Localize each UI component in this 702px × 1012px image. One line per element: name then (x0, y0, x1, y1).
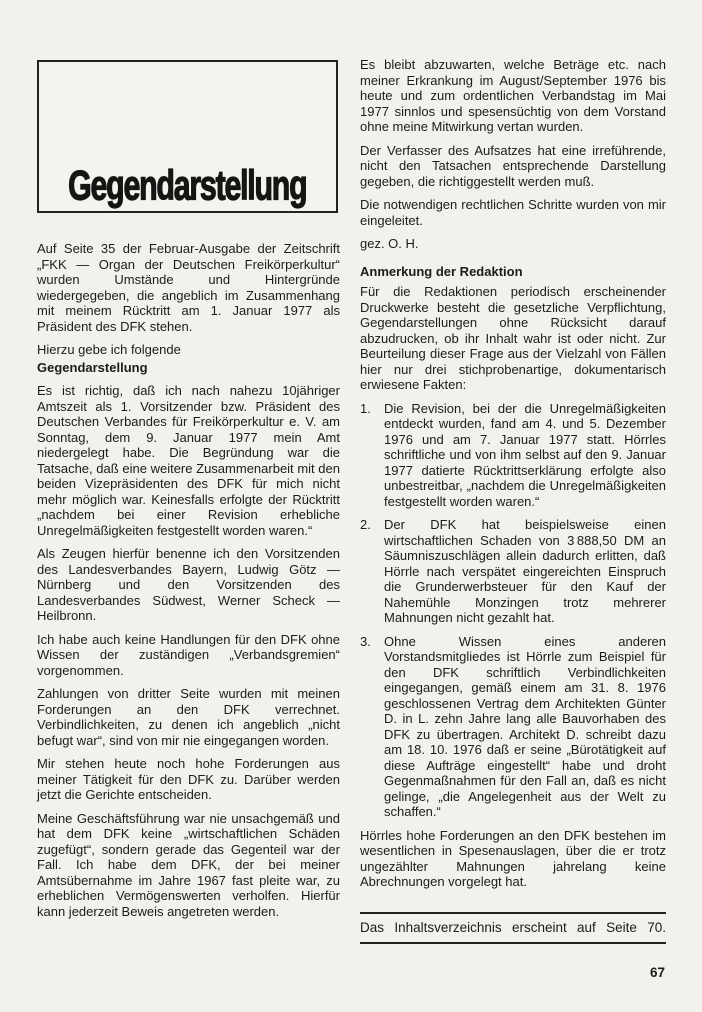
fact-number: 1. (360, 400, 371, 416)
fact-item (360, 401, 666, 510)
fact-text: Ohne Wissen eines anderen Vorstandsmitgliedes ist Hörrle zum Beispiel für den DFK schriftlich Verbindlichkeiten eingegangen, gemäß einem am 31. 8. 1976 geschlossenen Vertrag dem Architekten Günter D. in L. zehn Jahre lang alle Bauvorhaben des DFK zu übertragen. Architekt D. schreibt dazu am 18. 10. 1976 daß er seine „Bürotätigkeit auf diese Aufträge eingestellt“ habe und droht Gegenmaßnahmen für den Fall an, daß es nicht gelinge, „die Angelegenheit aus der Welt zu schaffen.“ (384, 633, 666, 819)
fact-number: 3. (360, 633, 371, 649)
page-number: 67 (649, 965, 665, 980)
paragraph: Als Zeugen hierfür benenne ich den Vorsitzenden des Landesverbandes Bayern, Ludwig Götz — Nürnberg und den Vorsitzenden des Landesverbandes Südwest, Werner Scheck — Heilbronn. (37, 546, 340, 623)
fact-item (360, 634, 666, 820)
paragraph: Für die Redaktionen periodisch erscheinender Druckwerke besteht die gesetzliche Verpflichtung, Gegendarstellungen ohne Rücksicht darauf abzudrucken, ob ihr Inhalt wahr ist oder nicht. Zur Beurteilung dieser Frage aus der Vielzahl von Fällen hier nur drei stichprobenartige, dokumentarisch erwiesene Fakten: (360, 284, 666, 392)
fact-number: 2. (360, 517, 371, 532)
signature: gez. O. H. (360, 236, 419, 251)
two-column-layout (37, 57, 666, 944)
paragraph-lead-in: Hierzu gebe ich folgende (37, 342, 181, 357)
paragraph: Es bleibt abzuwarten, welche Beträge etc. nach meiner Erkrankung im August/September 1976 bis heute und zum ordentlichen Verbandstag im Mai 1977 sinnlos und spesensüchtig von dem Vorstand ohne meine Mitwirkung vertan wurden. (360, 57, 666, 134)
paragraph: Mir stehen heute noch hohe Forderungen aus meiner Tätigkeit für den DFK zu. Darüber werden jetzt die Gerichte entscheiden. (37, 756, 340, 802)
paragraph: Es ist richtig, daß ich nach nahezu 10jähriger Amtszeit als 1. Vorsitzender bzw. Präsident des Deutschen Verbandes für Freikörperkultur e. V. am Sonntag, dem 9. Januar 1977 mein Amt niedergelegt habe. Die Begründung war die Tatsache, daß eine weitere Zusammenarbeit mit den beiden Vizepräsidenten des DFK für mich nicht mehr möglich war. Keinesfalls erfolgte der Rücktritt „nachdem bei einer Revision erhebliche Unregelmäßigkeiten festgestellt worden waren.“ (37, 383, 340, 538)
paragraph: Zahlungen von dritter Seite wurden mit meinen Forderungen an den DFK verrechnet. Verbindlichkeiten, zu denen ich angeblich „nicht befugt war“, sind von mir nie eingegangen worden. (37, 686, 340, 748)
paragraph-intro: Auf Seite 35 der Februar-Ausgabe der Zeitschrift „FKK — Organ der Deutschen Freikörperkultur“ wurden Umstände und Hintergründe wiedergegeben, die angeblich im Zusammenhang mit meinem Rücktritt am 1. Januar 1977 als Präsident des DFK stehen. (37, 241, 340, 334)
paragraph: Ich habe auch keine Handlungen für den DFK ohne Wissen der zuständigen „Verbandsgremien“ vorgenommen. (37, 631, 340, 678)
facts-list (360, 401, 666, 820)
editors-note-heading: Anmerkung der Redaktion (360, 263, 523, 279)
paragraph: Der Verfasser des Aufsatzes hat eine irreführende, nicht den Tatsachen entsprechende Darstellung gegeben, die richtiggestellt werden muß. (360, 142, 666, 189)
masthead-box (37, 60, 338, 213)
paragraph: Meine Geschäftsführung war nie unsachgemäß und hat dem DFK keine „wirtschaftlichen Schäden zugefügt“, sondern gerade das Gegenteil war der Fall. Ich habe dem DFK, der bei meiner Amtsübernahme im Jahre 1967 fast pleite war, zu erheblichen Vermögenswerten verholfen. Hierfür kann jederzeit Beweis angetreten werden. (37, 810, 340, 919)
right-column (360, 57, 666, 944)
paragraph: Die notwendigen rechtlichen Schritte wurden von mir eingeleitet. (360, 197, 666, 228)
subheading-gegendarstellung: Gegendarstellung (37, 359, 148, 375)
contents-note-box (360, 912, 666, 945)
contents-note-text: Das Inhaltsverzeichnis erscheint auf Seite 70. (360, 919, 666, 935)
fact-item (360, 517, 666, 626)
left-column (37, 57, 340, 944)
fact-text: Der DFK hat beispielsweise einen wirtschaftlichen Schaden von 3 888,50 DM an Säumniszuschlägen allein dadurch erlitten, daß Hörrle nach verspätet eingereichten Einspruch die Grunderwerbsteuer für den Kauf der Nahemühle Monzingen trotz mehrerer Mahnungen nicht gezahlt hat. (384, 517, 666, 625)
paragraph: Hörrles hohe Forderungen an den DFK bestehen im wesentlichen in Spesenauslagen, über die er trotz ungezählter Mahnungen jahrelang keine Abrechnungen vorgelegt hat. (360, 827, 666, 889)
masthead-title: Gegendarstellung (68, 162, 307, 208)
fact-text: Die Revision, bei der die Unregelmäßigkeiten entdeckt wurden, fand am 4. und 5. Dezember 1976 und am 7. Januar 1977 statt. Hörrles schriftliche und von ihm selbst auf den 9. Januar 1977 datierte Rücktrittserklärung erfolgte also unbestreitbar, „nachdem die Unregelmäßigkeiten festgestellt worden waren.“ (384, 400, 666, 509)
